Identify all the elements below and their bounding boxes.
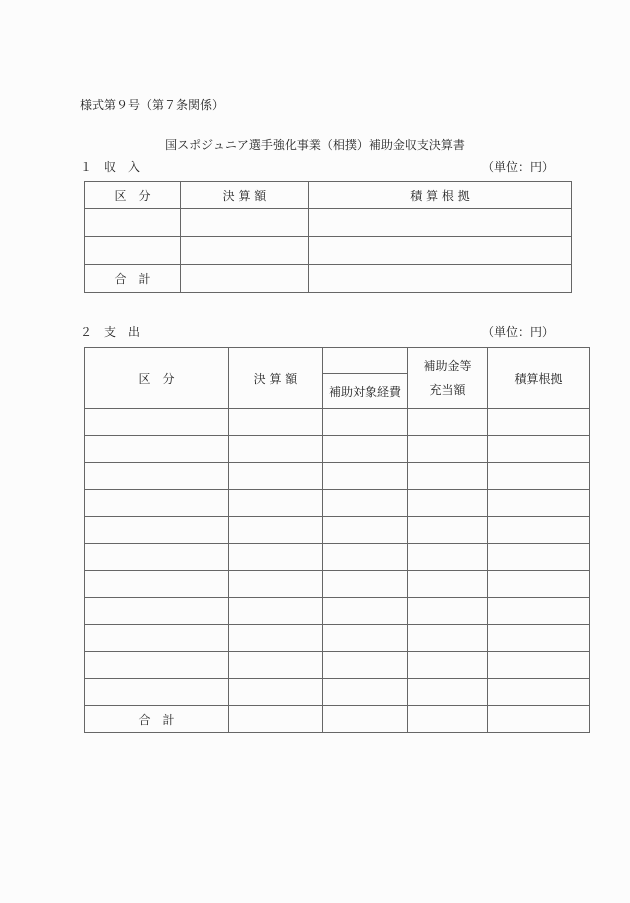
form-number: 様式第９号（第７条関係） [80, 98, 225, 112]
expenditure-cell[interactable] [408, 679, 488, 706]
income-cell[interactable] [85, 209, 181, 237]
expenditure-cell[interactable] [323, 409, 408, 436]
expenditure-total-label: 合 計 [85, 706, 229, 733]
expenditure-total-row [85, 706, 590, 733]
income-cell[interactable] [181, 209, 309, 237]
expenditure-cell[interactable] [408, 436, 488, 463]
expenditure-cell[interactable] [229, 436, 323, 463]
expenditure-cell[interactable] [323, 490, 408, 517]
table-row [85, 237, 572, 265]
expenditure-total-amount[interactable] [229, 706, 323, 733]
table-row [85, 436, 590, 463]
expenditure-cell[interactable] [229, 490, 323, 517]
table-row [85, 463, 590, 490]
table-row [85, 625, 590, 652]
expenditure-cell[interactable] [323, 652, 408, 679]
expenditure-cell[interactable] [229, 544, 323, 571]
income-header-basis: 積 算 根 拠 [309, 182, 572, 209]
income-total-row [85, 265, 572, 293]
expenditure-cell[interactable] [229, 625, 323, 652]
expenditure-total-basis[interactable] [488, 706, 590, 733]
expenditure-cell[interactable] [229, 517, 323, 544]
table-row [85, 409, 590, 436]
expenditure-cell[interactable] [408, 598, 488, 625]
expenditure-cell[interactable] [323, 463, 408, 490]
expenditure-unit-label: （単位：円） [482, 325, 555, 339]
income-cell[interactable] [85, 237, 181, 265]
expenditure-cell[interactable] [85, 517, 229, 544]
document-title: 国スポジュニア選手強化事業（相撲）補助金収支決算書 [165, 138, 465, 152]
expenditure-header-category: 区 分 [85, 348, 229, 409]
expenditure-cell[interactable] [408, 571, 488, 598]
expenditure-cell[interactable] [408, 409, 488, 436]
expenditure-cell[interactable] [323, 625, 408, 652]
expenditure-cell[interactable] [488, 625, 590, 652]
expenditure-cell[interactable] [323, 436, 408, 463]
expenditure-header-row [85, 348, 590, 374]
expenditure-cell[interactable] [85, 490, 229, 517]
income-cell[interactable] [309, 237, 572, 265]
expenditure-cell[interactable] [488, 679, 590, 706]
expenditure-section-label: ２ 支 出 [80, 325, 141, 339]
expenditure-cell[interactable] [85, 652, 229, 679]
expenditure-cell[interactable] [408, 517, 488, 544]
income-header-category: 区 分 [85, 182, 181, 209]
expenditure-cell[interactable] [85, 625, 229, 652]
table-row [85, 517, 590, 544]
expenditure-cell[interactable] [229, 409, 323, 436]
table-row [85, 490, 590, 517]
expenditure-cell[interactable] [85, 571, 229, 598]
expenditure-cell[interactable] [408, 652, 488, 679]
expenditure-header-basis: 積算根拠 [488, 348, 590, 409]
expenditure-cell[interactable] [323, 544, 408, 571]
expenditure-cell[interactable] [488, 544, 590, 571]
expenditure-header-blank [323, 348, 408, 374]
expenditure-cell[interactable] [488, 490, 590, 517]
expenditure-cell[interactable] [85, 679, 229, 706]
expenditure-cell[interactable] [488, 409, 590, 436]
expenditure-cell[interactable] [488, 571, 590, 598]
expenditure-cell[interactable] [488, 463, 590, 490]
expenditure-cell[interactable] [229, 571, 323, 598]
expenditure-body [85, 409, 590, 706]
expenditure-header-amount: 決 算 額 [229, 348, 323, 409]
income-cell[interactable] [309, 209, 572, 237]
income-unit-label: （単位：円） [482, 160, 555, 174]
income-header-row [85, 182, 572, 209]
table-row [85, 652, 590, 679]
expenditure-cell[interactable] [408, 625, 488, 652]
expenditure-cell[interactable] [85, 463, 229, 490]
income-total-basis[interactable] [309, 265, 572, 293]
expenditure-cell[interactable] [408, 463, 488, 490]
expenditure-table [84, 347, 590, 733]
expenditure-cell[interactable] [229, 652, 323, 679]
expenditure-cell[interactable] [323, 679, 408, 706]
expenditure-cell[interactable] [488, 652, 590, 679]
table-row [85, 209, 572, 237]
expenditure-cell[interactable] [323, 517, 408, 544]
table-row [85, 571, 590, 598]
subsidy-header-line2: 充当額 [429, 383, 466, 397]
expenditure-cell[interactable] [408, 544, 488, 571]
expenditure-cell[interactable] [229, 463, 323, 490]
income-cell[interactable] [181, 237, 309, 265]
expenditure-cell[interactable] [85, 409, 229, 436]
expenditure-total-eligible[interactable] [323, 706, 408, 733]
expenditure-cell[interactable] [488, 598, 590, 625]
expenditure-header-subsidy [408, 348, 488, 409]
expenditure-cell[interactable] [229, 598, 323, 625]
expenditure-cell[interactable] [85, 544, 229, 571]
expenditure-cell[interactable] [408, 490, 488, 517]
table-row [85, 598, 590, 625]
expenditure-cell[interactable] [85, 598, 229, 625]
expenditure-header-eligible: 補助対象経費 [323, 374, 408, 409]
income-header-amount: 決 算 額 [181, 182, 309, 209]
table-row [85, 544, 590, 571]
income-total-amount[interactable] [181, 265, 309, 293]
expenditure-cell[interactable] [488, 436, 590, 463]
income-total-label: 合 計 [85, 265, 181, 293]
expenditure-cell[interactable] [229, 679, 323, 706]
expenditure-cell[interactable] [323, 598, 408, 625]
expenditure-cell[interactable] [323, 571, 408, 598]
income-section-label: １ 収 入 [80, 160, 141, 174]
expenditure-cell[interactable] [85, 436, 229, 463]
expenditure-total-subsidy[interactable] [408, 706, 488, 733]
subsidy-header-line1: 補助金等 [423, 359, 472, 373]
expenditure-cell[interactable] [488, 517, 590, 544]
income-table [84, 181, 572, 293]
table-row [85, 679, 590, 706]
